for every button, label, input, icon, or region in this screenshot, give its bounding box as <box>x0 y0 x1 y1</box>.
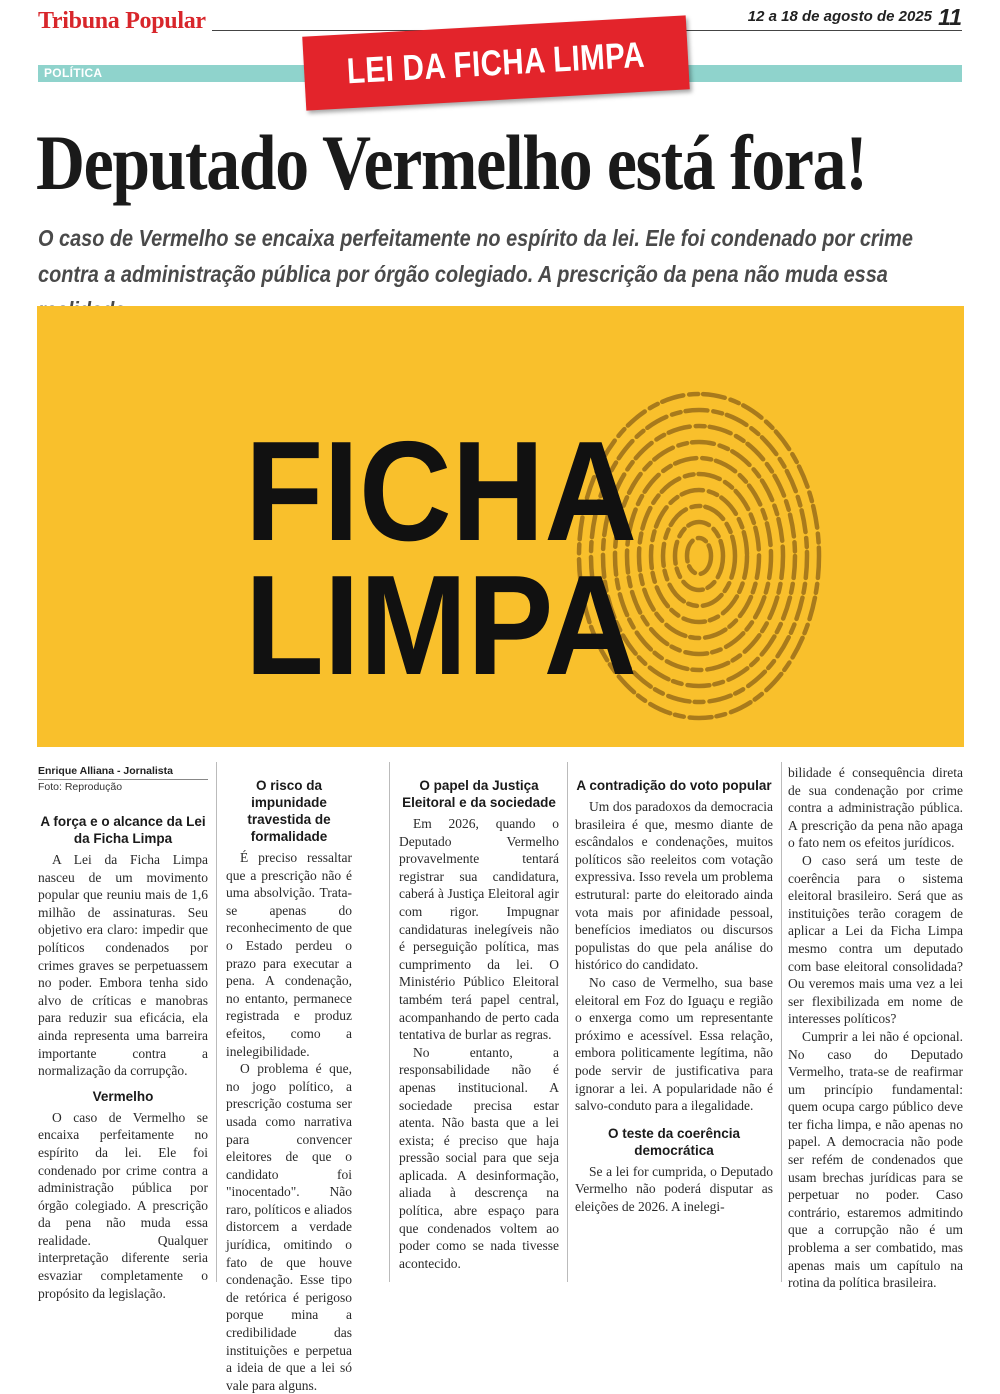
article-column-3 <box>399 777 559 1272</box>
paragraph: A Lei da Ficha Limpa nasceu de um movimento popular que reuniu mais de 1,6 milhão de assinaturas. Seu objetivo era claro: impedir que políticos condenados por crimes graves se perpetuassem no poder. Embora tenha sido alvo de críticas e manobras para reduzir sua eficácia, ela ainda representa uma barreira importante contra a normalização da corrupção. <box>38 852 208 1079</box>
paragraph: Cumprir a lei não é opcional. No caso do Deputado Vermelho, trata-se de reafirmar um princípio fundamental: quem ocupa cargo público deve ter ficha limpa, e não apenas no papel. A democracia não pode ser refém de condenados que usam brechas jurídicas para se perpetuar no poder. Caso contrário, estaremos admitindo que a corrupção não é um problema a ser combatido, mas apenas mais um capítulo na rotina da política brasileira. <box>788 1028 963 1291</box>
article-column-1 <box>38 813 208 1302</box>
subheadline: O caso de Vermelho se encaixa perfeitamente no espírito da lei. Ele foi condenado por crime contra a administração pública por órgão colegiado. A prescrição da pena não muda essa <box>38 225 913 287</box>
ficha-limpa-illustration <box>37 306 964 747</box>
page-number: 11 <box>938 4 962 30</box>
section-label: POLÍTICA <box>44 66 103 80</box>
paragraph: É preciso ressaltar que a prescrição não é uma absolvição. Trata-se apenas do reconhecimento de que o Estado perdeu o prazo para executar a pena. A condenação, no entanto, permanece registrada e produz efeitos, como a inelegibilidade. <box>226 850 352 1059</box>
byline: Enrique Alliana - Jornalista <box>38 765 208 780</box>
paragraph: O caso de Vermelho se encaixa perfeitamente no espírito da lei. Ele foi condenado por crime contra a administração pública por órgão colegiado. A prescrição da pena não muda essa realidade. Qualquer interpretação diferente seria esvaziar completamente o propósito da legislação. <box>38 1109 208 1301</box>
paragraph: O problema é que, no jogo político, a prescrição costuma ser usada como narrativa para convencer eleitores de que o candidato foi "inocentado". Não raro, políticos e aliados distorcem a verdade jurídica, omitindo o fato de que houve condenação. Esse tipo de retórica é perigoso porque mina a credibilidade das instituições e perpetua a ideia de que a lei só vale para alguns. <box>226 1061 352 1393</box>
column-divider <box>781 762 782 1282</box>
article-column-5 <box>788 764 963 1292</box>
column-divider <box>216 762 217 1282</box>
masthead: Tribuna Popular <box>38 8 206 34</box>
hero-image <box>37 306 964 747</box>
section-heading: O risco da impunidade travestida de formalidade <box>247 778 331 844</box>
paragraph: Em 2026, quando o Deputado Vermelho provavelmente tentará registrar sua candidatura, caberá à Justiça Eleitoral agir com rigor. Impugnar candidaturas inelegíveis não é perseguição política, mas cumprimento da lei. O Ministério Público Eleitoral também terá papel central, acompanhando de perto cada tentativa de burlar as regras. <box>399 816 559 1043</box>
paragraph: No entanto, a responsabilidade não é apenas institucional. A sociedade precisa estar atenta. Não basta que a lei exista; é preciso que haja pressão social para que seja aplicada. A desinformação, aliada à descrença na política, abre espaço para que condenados voltem ao poder como se nada tivesse acontecido. <box>399 1044 559 1271</box>
photo-credit: Foto: Reprodução <box>38 781 123 793</box>
paragraph: bilidade é consequência direta de sua condenação por crime contra a administração pública. A prescrição da pena não apaga o fato nem os efeitos jurídicos. <box>788 765 963 851</box>
article-column-4 <box>575 777 773 1215</box>
section-heading: Vermelho <box>92 1088 154 1104</box>
paragraph: O caso será um teste de coerência para o sistema eleitoral brasileiro. Será que as instituições terão coragem de aplicar a Lei da Ficha Limpa mesmo contra um deputado com base eleitoral consolidada? Ou veremos mais uma vez a lei ser flexibilizada em nome de interesses políticos? <box>788 852 963 1027</box>
image-text-ficha: FICHA <box>245 412 637 571</box>
section-heading: A força e o alcance da Lei da Ficha Limpa <box>40 814 206 846</box>
column-divider <box>567 762 568 1282</box>
headline: Deputado Vermelho está fora! <box>36 119 867 206</box>
paragraph: Se a lei for cumprida, o Deputado Vermelho não poderá disputar as eleições de 2026. A inelegi- <box>575 1163 773 1214</box>
image-text-limpa: LIMPA <box>245 546 637 705</box>
section-heading: O teste da coerência democrática <box>607 1125 741 1158</box>
paragraph: Um dos paradoxos da democracia brasileira é que, mesmo diante de escândalos e condenações, muitos políticos são reeleitos com votação expressiva. Isso revela um problema estrutural: parte do eleitorado ainda vota mais por afinidade pessoal, benefícios imediatos ou discursos populistas do que pela análise do histórico do candidato. <box>575 799 773 973</box>
article-column-2 <box>226 777 352 1394</box>
column-divider <box>389 762 390 1282</box>
section-heading: A contradição do voto popular <box>576 778 772 793</box>
topic-stamp-label: LEI DA FICHA LIMPA <box>345 33 646 92</box>
paragraph: No caso de Vermelho, sua base eleitoral em Foz do Iguaçu e região o enxerga como um representante próximo e acessível. Essa relação, embora politicamente legítima, não pode servir de justificativa para ignorar a lei. A popularidade não é salvo-conduto para a ilegalidade. <box>575 974 773 1114</box>
section-heading: O papel da Justiça Eleitoral e da sociedade <box>402 778 556 810</box>
issue-date: 12 a 18 de agosto de 2025 <box>747 8 932 25</box>
